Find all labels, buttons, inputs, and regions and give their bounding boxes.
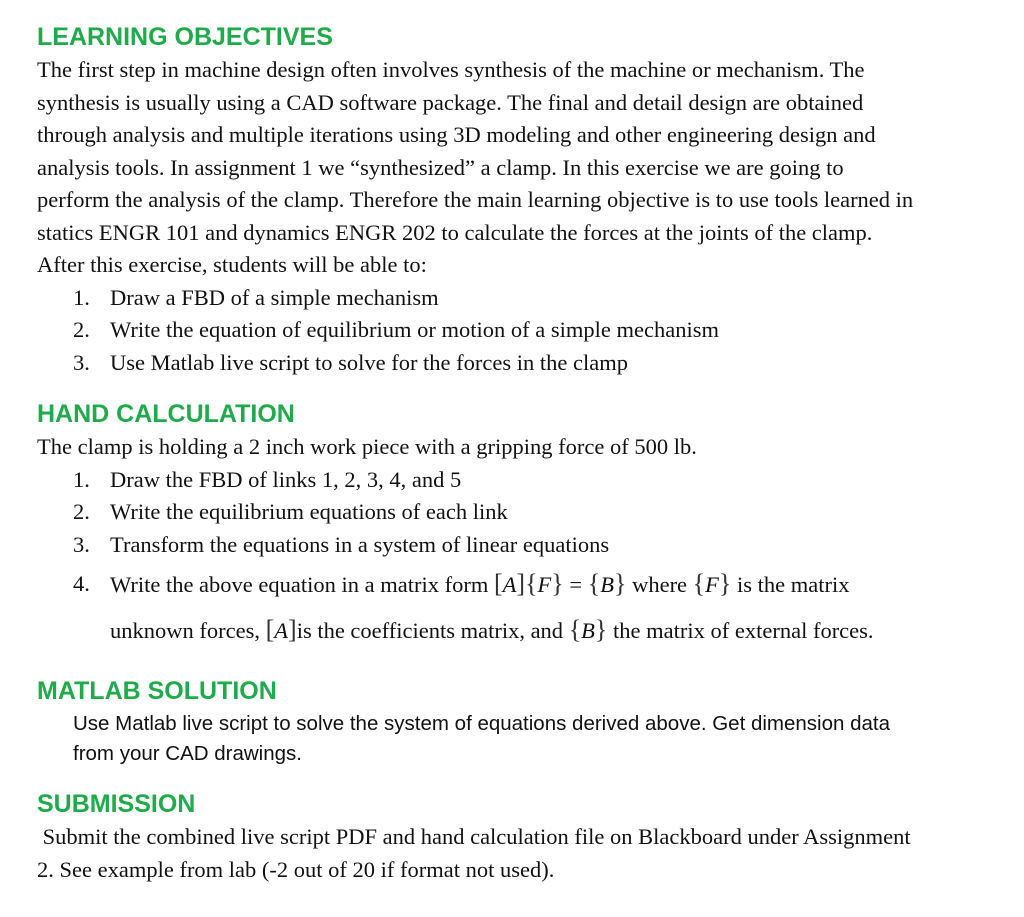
objectives-line: The first step in machine design often involves synthesis of the machine or mechanism. The [37,57,865,82]
list-item [37,347,997,380]
objectives-line: analysis tools. In assignment 1 we “synthesized” a clamp. In this exercise we are going to [37,154,844,180]
hand-calc-list [37,464,997,654]
list-item [37,314,997,347]
list-number: 1. [73,284,90,310]
list-text: Draw the FBD of links 1, 2, 3, 4, and 5 [110,466,462,492]
right-brace: } [718,569,732,598]
equals-sign: = [563,572,588,597]
list-text: is the coefficients matrix, and [296,618,569,643]
list-text: the matrix of external forces. [607,618,874,643]
objectives-line: statics ENGR 101 and dynamics ENGR 202 to calculate the forces at the joints of the clamp. [37,219,873,245]
matlab-line: Use Matlab live script to solve the system of equations derived above. Get dimension data [73,712,891,735]
list-text: is the matrix [731,572,850,597]
submission-line: 2. See example from lab (-2 out of 20 if format not used). [37,856,555,882]
matrix-symbol-b: B [581,618,595,643]
matrix-symbol-f: F [705,572,719,597]
document-page [37,22,997,886]
left-bracket: [ [265,615,275,644]
matrix-symbol-f: F [537,572,552,597]
list-number: 1. [73,466,90,492]
list-text: Write the above equation in a matrix form [110,572,494,597]
objectives-paragraph [37,54,997,282]
list-text: Transform the equations in a system of linear equations [110,531,610,557]
matrix-line-2 [110,607,997,653]
left-brace: { [525,569,538,598]
list-item [37,496,997,529]
hand-calculation-heading: HAND CALCULATION [37,400,295,428]
left-brace: { [692,569,706,598]
matrix-symbol-a: A [274,618,289,643]
left-brace: { [587,569,601,598]
list-number: 2. [73,499,90,524]
submission-paragraph [37,821,997,886]
objectives-list [37,282,997,380]
list-text: unknown forces, [110,618,266,643]
right-brace: } [551,569,564,598]
matrix-symbol-a: A [502,572,517,597]
matlab-line: from your CAD drawings. [73,742,302,765]
submission-heading: SUBMISSION [37,790,196,818]
objectives-line: synthesis is usually using a CAD software package. The final and detail design are obtained [37,89,864,115]
submission-line: Submit the combined live script PDF and hand calculation file on Blackboard under Assignment [37,824,911,849]
right-bracket: ] [288,615,297,644]
right-bracket: ] [516,569,526,598]
matlab-paragraph [37,709,997,769]
list-text: Draw a FBD of a simple mechanism [110,284,439,310]
list-number: 3. [73,531,90,557]
list-text: Use Matlab live script to solve for the forces in the clamp [110,349,628,375]
list-item [37,529,997,562]
list-number: 3. [73,349,90,375]
objectives-line: through analysis and multiple iterations using 3D modeling and other engineering design and [37,122,876,147]
list-item-matrix-form [37,561,997,653]
left-brace: { [568,615,582,644]
matrix-symbol-b: B [600,572,614,597]
learning-objectives-heading: LEARNING OBJECTIVES [37,23,333,51]
objectives-line: perform the analysis of the clamp. Therefore the main learning objective is to use tools learned in [37,187,914,212]
matrix-line-1 [73,561,997,607]
left-bracket: [ [493,569,503,598]
list-number: 4. [73,571,90,596]
list-item [37,464,997,497]
right-brace: } [613,569,627,598]
list-text: Write the equilibrium equations of each link [110,499,508,524]
list-text: where [626,572,693,597]
matlab-solution-heading: MATLAB SOLUTION [37,677,277,705]
right-brace: } [594,615,608,644]
hand-calc-intro: The clamp is holding a 2 inch work piece with a gripping force of 500 lb. [37,434,697,459]
list-text: Write the equation of equilibrium or motion of a simple mechanism [110,317,719,342]
list-number: 2. [73,317,90,342]
objectives-line: After this exercise, students will be able to: [37,252,427,277]
list-item [37,282,997,315]
